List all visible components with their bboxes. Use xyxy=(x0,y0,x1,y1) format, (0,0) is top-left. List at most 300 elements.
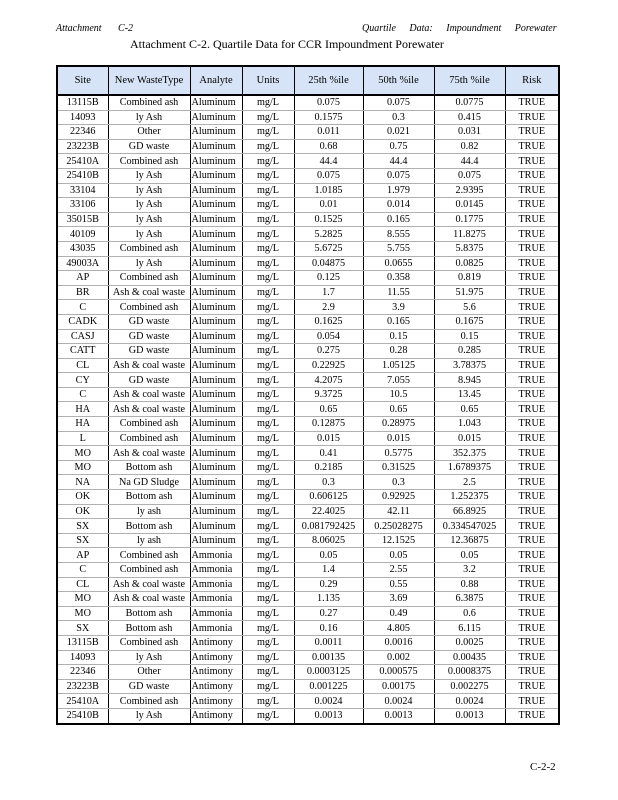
column-header-50th: 50th %ile xyxy=(363,66,434,95)
analyte-cell: Aluminum xyxy=(190,241,242,256)
waste-type-cell: Ash & coal waste xyxy=(108,402,190,417)
waste-type-cell: Combined ash xyxy=(108,431,190,446)
table-row xyxy=(57,708,559,723)
p50-cell: 0.15 xyxy=(363,329,434,344)
p50-cell: 4.805 xyxy=(363,621,434,636)
units-cell: mg/L xyxy=(242,533,294,548)
site-cell: 40109 xyxy=(57,227,108,242)
p50-cell: 0.25028275 xyxy=(363,519,434,534)
p75-cell: 6.115 xyxy=(434,621,505,636)
waste-type-cell: Combined ash xyxy=(108,417,190,432)
running-header-left xyxy=(56,23,133,34)
p75-cell: 8.945 xyxy=(434,373,505,388)
site-cell: 43035 xyxy=(57,241,108,256)
site-cell: HA xyxy=(57,402,108,417)
table-row xyxy=(57,548,559,563)
table-body xyxy=(57,95,559,724)
p75-cell: 11.8275 xyxy=(434,227,505,242)
risk-cell: TRUE xyxy=(505,154,559,169)
p50-cell: 7.055 xyxy=(363,373,434,388)
units-cell: mg/L xyxy=(242,256,294,271)
table-row xyxy=(57,650,559,665)
waste-type-cell: ly Ash xyxy=(108,256,190,271)
risk-cell: TRUE xyxy=(505,446,559,461)
p50-cell: 1.05125 xyxy=(363,358,434,373)
p50-cell: 0.92925 xyxy=(363,490,434,505)
p75-cell: 0.0025 xyxy=(434,635,505,650)
p25-cell: 0.68 xyxy=(294,139,363,154)
attachment-label: Attachment xyxy=(56,23,102,34)
page-number: C-2-2 xyxy=(530,761,556,773)
table-row xyxy=(57,212,559,227)
waste-type-cell: Combined ash xyxy=(108,95,190,110)
risk-cell: TRUE xyxy=(505,577,559,592)
risk-cell: TRUE xyxy=(505,387,559,402)
units-cell: mg/L xyxy=(242,212,294,227)
waste-type-cell: GD waste xyxy=(108,314,190,329)
waste-type-cell: ly ash xyxy=(108,533,190,548)
table-row xyxy=(57,635,559,650)
p75-cell: 0.88 xyxy=(434,577,505,592)
table-row xyxy=(57,563,559,578)
analyte-cell: Aluminum xyxy=(190,271,242,286)
analyte-cell: Ammonia xyxy=(190,548,242,563)
site-cell: 22346 xyxy=(57,125,108,140)
analyte-cell: Aluminum xyxy=(190,285,242,300)
risk-cell: TRUE xyxy=(505,621,559,636)
p50-cell: 42.11 xyxy=(363,504,434,519)
risk-cell: TRUE xyxy=(505,490,559,505)
site-cell: 22346 xyxy=(57,665,108,680)
units-cell: mg/L xyxy=(242,679,294,694)
site-cell: C xyxy=(57,563,108,578)
table-row xyxy=(57,271,559,286)
units-cell: mg/L xyxy=(242,519,294,534)
p25-cell: 9.3725 xyxy=(294,387,363,402)
p50-cell: 0.075 xyxy=(363,168,434,183)
analyte-cell: Ammonia xyxy=(190,563,242,578)
analyte-cell: Aluminum xyxy=(190,417,242,432)
table-row xyxy=(57,519,559,534)
p25-cell: 0.41 xyxy=(294,446,363,461)
p25-cell: 0.1575 xyxy=(294,110,363,125)
p50-cell: 0.075 xyxy=(363,95,434,110)
analyte-cell: Antimony xyxy=(190,635,242,650)
p75-cell: 0.415 xyxy=(434,110,505,125)
p75-cell: 0.0825 xyxy=(434,256,505,271)
p50-cell: 0.00175 xyxy=(363,679,434,694)
analyte-cell: Aluminum xyxy=(190,300,242,315)
p75-cell: 2.9395 xyxy=(434,183,505,198)
table-row xyxy=(57,314,559,329)
p50-cell: 0.165 xyxy=(363,212,434,227)
site-cell: MO xyxy=(57,460,108,475)
units-cell: mg/L xyxy=(242,490,294,505)
analyte-cell: Antimony xyxy=(190,665,242,680)
p25-cell: 4.2075 xyxy=(294,373,363,388)
risk-cell: TRUE xyxy=(505,460,559,475)
units-cell: mg/L xyxy=(242,314,294,329)
units-cell: mg/L xyxy=(242,708,294,723)
risk-cell: TRUE xyxy=(505,606,559,621)
analyte-cell: Ammonia xyxy=(190,621,242,636)
p25-cell: 0.22925 xyxy=(294,358,363,373)
header-word: Impoundment xyxy=(446,23,502,34)
units-cell: mg/L xyxy=(242,475,294,490)
p25-cell: 44.4 xyxy=(294,154,363,169)
units-cell: mg/L xyxy=(242,329,294,344)
units-cell: mg/L xyxy=(242,504,294,519)
p25-cell: 0.125 xyxy=(294,271,363,286)
units-cell: mg/L xyxy=(242,95,294,110)
table-row xyxy=(57,402,559,417)
analyte-cell: Aluminum xyxy=(190,358,242,373)
analyte-cell: Aluminum xyxy=(190,183,242,198)
table-row xyxy=(57,227,559,242)
analyte-cell: Ammonia xyxy=(190,606,242,621)
risk-cell: TRUE xyxy=(505,519,559,534)
p50-cell: 3.9 xyxy=(363,300,434,315)
p25-cell: 5.2825 xyxy=(294,227,363,242)
units-cell: mg/L xyxy=(242,635,294,650)
units-cell: mg/L xyxy=(242,139,294,154)
units-cell: mg/L xyxy=(242,198,294,213)
p50-cell: 0.021 xyxy=(363,125,434,140)
waste-type-cell: GD waste xyxy=(108,679,190,694)
risk-cell: TRUE xyxy=(505,431,559,446)
site-cell: CL xyxy=(57,358,108,373)
analyte-cell: Aluminum xyxy=(190,256,242,271)
analyte-cell: Aluminum xyxy=(190,490,242,505)
table-row xyxy=(57,577,559,592)
site-cell: 25410B xyxy=(57,708,108,723)
p75-cell: 0.6 xyxy=(434,606,505,621)
waste-type-cell: GD waste xyxy=(108,139,190,154)
site-cell: HA xyxy=(57,417,108,432)
p50-cell: 8.555 xyxy=(363,227,434,242)
table-row xyxy=(57,241,559,256)
site-cell: CASJ xyxy=(57,329,108,344)
units-cell: mg/L xyxy=(242,665,294,680)
p75-cell: 0.0024 xyxy=(434,694,505,709)
column-header-25th: 25th %ile xyxy=(294,66,363,95)
units-cell: mg/L xyxy=(242,183,294,198)
risk-cell: TRUE xyxy=(505,300,559,315)
p25-cell: 0.3 xyxy=(294,475,363,490)
attachment-code: C-2 xyxy=(118,23,134,34)
p50-cell: 0.55 xyxy=(363,577,434,592)
p75-cell: 44.4 xyxy=(434,154,505,169)
waste-type-cell: Ash & coal waste xyxy=(108,577,190,592)
p25-cell: 0.1525 xyxy=(294,212,363,227)
p50-cell: 0.0016 xyxy=(363,635,434,650)
waste-type-cell: Ash & coal waste xyxy=(108,358,190,373)
analyte-cell: Aluminum xyxy=(190,533,242,548)
p50-cell: 0.358 xyxy=(363,271,434,286)
analyte-cell: Aluminum xyxy=(190,460,242,475)
site-cell: SX xyxy=(57,519,108,534)
units-cell: mg/L xyxy=(242,110,294,125)
p25-cell: 5.6725 xyxy=(294,241,363,256)
table-row xyxy=(57,694,559,709)
p75-cell: 5.6 xyxy=(434,300,505,315)
analyte-cell: Aluminum xyxy=(190,519,242,534)
analyte-cell: Aluminum xyxy=(190,198,242,213)
table-row xyxy=(57,110,559,125)
table-row xyxy=(57,373,559,388)
p50-cell: 0.0655 xyxy=(363,256,434,271)
waste-type-cell: ly Ash xyxy=(108,198,190,213)
header-word: Quartile xyxy=(362,23,396,34)
table-row xyxy=(57,168,559,183)
p25-cell: 8.06025 xyxy=(294,533,363,548)
units-cell: mg/L xyxy=(242,650,294,665)
p50-cell: 12.1525 xyxy=(363,533,434,548)
waste-type-cell: ly Ash xyxy=(108,212,190,227)
p75-cell: 0.65 xyxy=(434,402,505,417)
p50-cell: 0.49 xyxy=(363,606,434,621)
analyte-cell: Aluminum xyxy=(190,373,242,388)
risk-cell: TRUE xyxy=(505,110,559,125)
units-cell: mg/L xyxy=(242,168,294,183)
risk-cell: TRUE xyxy=(505,329,559,344)
waste-type-cell: Bottom ash xyxy=(108,519,190,534)
units-cell: mg/L xyxy=(242,694,294,709)
p75-cell: 0.0008375 xyxy=(434,665,505,680)
waste-type-cell: Other xyxy=(108,665,190,680)
units-cell: mg/L xyxy=(242,563,294,578)
p25-cell: 0.0013 xyxy=(294,708,363,723)
p75-cell: 0.0775 xyxy=(434,95,505,110)
units-cell: mg/L xyxy=(242,285,294,300)
units-cell: mg/L xyxy=(242,606,294,621)
table-row xyxy=(57,198,559,213)
p25-cell: 0.05 xyxy=(294,548,363,563)
table-row xyxy=(57,387,559,402)
p50-cell: 11.55 xyxy=(363,285,434,300)
risk-cell: TRUE xyxy=(505,271,559,286)
site-cell: 23223B xyxy=(57,139,108,154)
table-row xyxy=(57,95,559,110)
table-row xyxy=(57,139,559,154)
p25-cell: 1.135 xyxy=(294,592,363,607)
p25-cell: 0.075 xyxy=(294,95,363,110)
p75-cell: 0.0145 xyxy=(434,198,505,213)
risk-cell: TRUE xyxy=(505,125,559,140)
site-cell: CY xyxy=(57,373,108,388)
p75-cell: 0.1675 xyxy=(434,314,505,329)
table-row xyxy=(57,679,559,694)
table-row xyxy=(57,417,559,432)
p75-cell: 6.3875 xyxy=(434,592,505,607)
p50-cell: 1.979 xyxy=(363,183,434,198)
analyte-cell: Aluminum xyxy=(190,227,242,242)
column-header-units: Units xyxy=(242,66,294,95)
column-header-analyte: Analyte xyxy=(190,66,242,95)
p75-cell: 1.6789375 xyxy=(434,460,505,475)
p50-cell: 0.05 xyxy=(363,548,434,563)
site-cell: 35015B xyxy=(57,212,108,227)
analyte-cell: Antimony xyxy=(190,708,242,723)
p75-cell: 51.975 xyxy=(434,285,505,300)
risk-cell: TRUE xyxy=(505,679,559,694)
p75-cell: 0.819 xyxy=(434,271,505,286)
units-cell: mg/L xyxy=(242,402,294,417)
site-cell: 33104 xyxy=(57,183,108,198)
site-cell: OK xyxy=(57,490,108,505)
site-cell: NA xyxy=(57,475,108,490)
analyte-cell: Aluminum xyxy=(190,431,242,446)
column-header-site: Site xyxy=(57,66,108,95)
waste-type-cell: Combined ash xyxy=(108,154,190,169)
site-cell: 14093 xyxy=(57,650,108,665)
p25-cell: 0.0011 xyxy=(294,635,363,650)
p50-cell: 10.5 xyxy=(363,387,434,402)
p75-cell: 0.002275 xyxy=(434,679,505,694)
table-row xyxy=(57,490,559,505)
p50-cell: 0.002 xyxy=(363,650,434,665)
units-cell: mg/L xyxy=(242,592,294,607)
table-row xyxy=(57,504,559,519)
waste-type-cell: Bottom ash xyxy=(108,606,190,621)
p25-cell: 0.0024 xyxy=(294,694,363,709)
analyte-cell: Ammonia xyxy=(190,592,242,607)
p75-cell: 0.015 xyxy=(434,431,505,446)
analyte-cell: Aluminum xyxy=(190,125,242,140)
analyte-cell: Aluminum xyxy=(190,504,242,519)
waste-type-cell: Bottom ash xyxy=(108,460,190,475)
units-cell: mg/L xyxy=(242,125,294,140)
risk-cell: TRUE xyxy=(505,592,559,607)
p25-cell: 0.65 xyxy=(294,402,363,417)
waste-type-cell: Ash & coal waste xyxy=(108,387,190,402)
table-row xyxy=(57,446,559,461)
p25-cell: 0.001225 xyxy=(294,679,363,694)
risk-cell: TRUE xyxy=(505,314,559,329)
p25-cell: 0.606125 xyxy=(294,490,363,505)
table-row xyxy=(57,344,559,359)
units-cell: mg/L xyxy=(242,358,294,373)
site-cell: 23223B xyxy=(57,679,108,694)
p25-cell: 0.12875 xyxy=(294,417,363,432)
table-row xyxy=(57,606,559,621)
analyte-cell: Aluminum xyxy=(190,212,242,227)
waste-type-cell: Combined ash xyxy=(108,241,190,256)
waste-type-cell: GD waste xyxy=(108,344,190,359)
p50-cell: 5.755 xyxy=(363,241,434,256)
site-cell: CATT xyxy=(57,344,108,359)
waste-type-cell: ly Ash xyxy=(108,168,190,183)
p75-cell: 0.00435 xyxy=(434,650,505,665)
table-row xyxy=(57,665,559,680)
site-cell: 13115B xyxy=(57,635,108,650)
analyte-cell: Antimony xyxy=(190,679,242,694)
units-cell: mg/L xyxy=(242,417,294,432)
waste-type-cell: GD waste xyxy=(108,329,190,344)
table-row xyxy=(57,358,559,373)
waste-type-cell: ly Ash xyxy=(108,708,190,723)
table-row xyxy=(57,125,559,140)
site-cell: 13115B xyxy=(57,95,108,110)
risk-cell: TRUE xyxy=(505,139,559,154)
p50-cell: 0.000575 xyxy=(363,665,434,680)
risk-cell: TRUE xyxy=(505,95,559,110)
site-cell: CADK xyxy=(57,314,108,329)
units-cell: mg/L xyxy=(242,154,294,169)
page-title: Attachment C-2. Quartile Data for CCR Impoundment Porewater xyxy=(130,37,444,51)
p25-cell: 0.04875 xyxy=(294,256,363,271)
units-cell: mg/L xyxy=(242,387,294,402)
p75-cell: 0.075 xyxy=(434,168,505,183)
p75-cell: 0.1775 xyxy=(434,212,505,227)
analyte-cell: Aluminum xyxy=(190,402,242,417)
site-cell: MO xyxy=(57,606,108,621)
p75-cell: 1.252375 xyxy=(434,490,505,505)
p50-cell: 0.75 xyxy=(363,139,434,154)
p75-cell: 2.5 xyxy=(434,475,505,490)
risk-cell: TRUE xyxy=(505,694,559,709)
p75-cell: 0.031 xyxy=(434,125,505,140)
p25-cell: 0.075 xyxy=(294,168,363,183)
risk-cell: TRUE xyxy=(505,285,559,300)
site-cell: C xyxy=(57,300,108,315)
header-word: Porewater xyxy=(514,23,557,34)
analyte-cell: Aluminum xyxy=(190,344,242,359)
p75-cell: 0.334547025 xyxy=(434,519,505,534)
p75-cell: 3.78375 xyxy=(434,358,505,373)
analyte-cell: Aluminum xyxy=(190,154,242,169)
p75-cell: 0.05 xyxy=(434,548,505,563)
p75-cell: 5.8375 xyxy=(434,241,505,256)
waste-type-cell: Na GD Sludge xyxy=(108,475,190,490)
waste-type-cell: ly Ash xyxy=(108,650,190,665)
p50-cell: 44.4 xyxy=(363,154,434,169)
site-cell: OK xyxy=(57,504,108,519)
p50-cell: 0.3 xyxy=(363,110,434,125)
table-row xyxy=(57,256,559,271)
p50-cell: 2.55 xyxy=(363,563,434,578)
risk-cell: TRUE xyxy=(505,168,559,183)
p25-cell: 0.011 xyxy=(294,125,363,140)
p25-cell: 0.16 xyxy=(294,621,363,636)
table-row xyxy=(57,300,559,315)
waste-type-cell: Other xyxy=(108,125,190,140)
p50-cell: 0.014 xyxy=(363,198,434,213)
units-cell: mg/L xyxy=(242,431,294,446)
site-cell: SX xyxy=(57,533,108,548)
risk-cell: TRUE xyxy=(505,475,559,490)
analyte-cell: Aluminum xyxy=(190,168,242,183)
p25-cell: 0.081792425 xyxy=(294,519,363,534)
risk-cell: TRUE xyxy=(505,504,559,519)
p50-cell: 0.0024 xyxy=(363,694,434,709)
waste-type-cell: Bottom ash xyxy=(108,490,190,505)
waste-type-cell: ly ash xyxy=(108,504,190,519)
running-header-right xyxy=(362,23,567,34)
risk-cell: TRUE xyxy=(505,344,559,359)
p75-cell: 1.043 xyxy=(434,417,505,432)
table-row xyxy=(57,533,559,548)
risk-cell: TRUE xyxy=(505,417,559,432)
p50-cell: 0.0013 xyxy=(363,708,434,723)
waste-type-cell: Bottom ash xyxy=(108,621,190,636)
site-cell: C xyxy=(57,387,108,402)
units-cell: mg/L xyxy=(242,373,294,388)
risk-cell: TRUE xyxy=(505,373,559,388)
table-row xyxy=(57,183,559,198)
p75-cell: 12.36875 xyxy=(434,533,505,548)
units-cell: mg/L xyxy=(242,460,294,475)
